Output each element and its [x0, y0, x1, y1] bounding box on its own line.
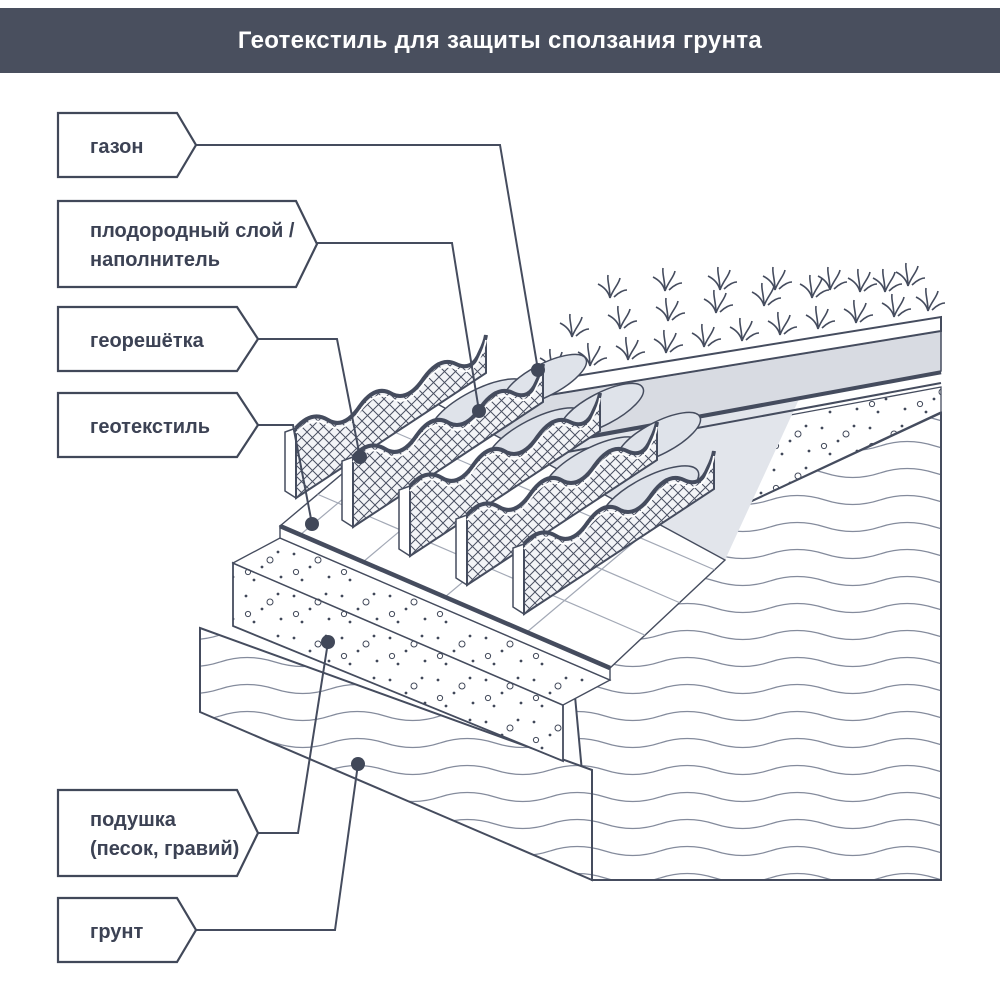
callout-geogrid-label: георешётка: [90, 330, 204, 352]
callout-fertile-line2: наполнитель: [90, 249, 220, 271]
callout-fertile: [58, 201, 317, 287]
callout-geogrid: [58, 307, 258, 371]
callout-lawn-label: газон: [90, 136, 144, 158]
callout-soil-label: грунт: [90, 921, 144, 943]
page-title: Геотекстиль для защиты сползания грунта: [237, 27, 763, 54]
callout-lawn: [58, 113, 196, 177]
callout-geotextile: [58, 393, 258, 457]
callout-soil: [58, 898, 196, 962]
callout-fertile-line1: плодородный слой /: [90, 220, 295, 242]
callout-cushion-line1: подушка: [90, 809, 176, 831]
layer-illustration: [200, 263, 945, 880]
callout-cushion: [58, 790, 258, 876]
callout-geotextile-label: геотекстиль: [90, 416, 211, 438]
callout-cushion-line2: (песок, гравий): [90, 838, 240, 860]
